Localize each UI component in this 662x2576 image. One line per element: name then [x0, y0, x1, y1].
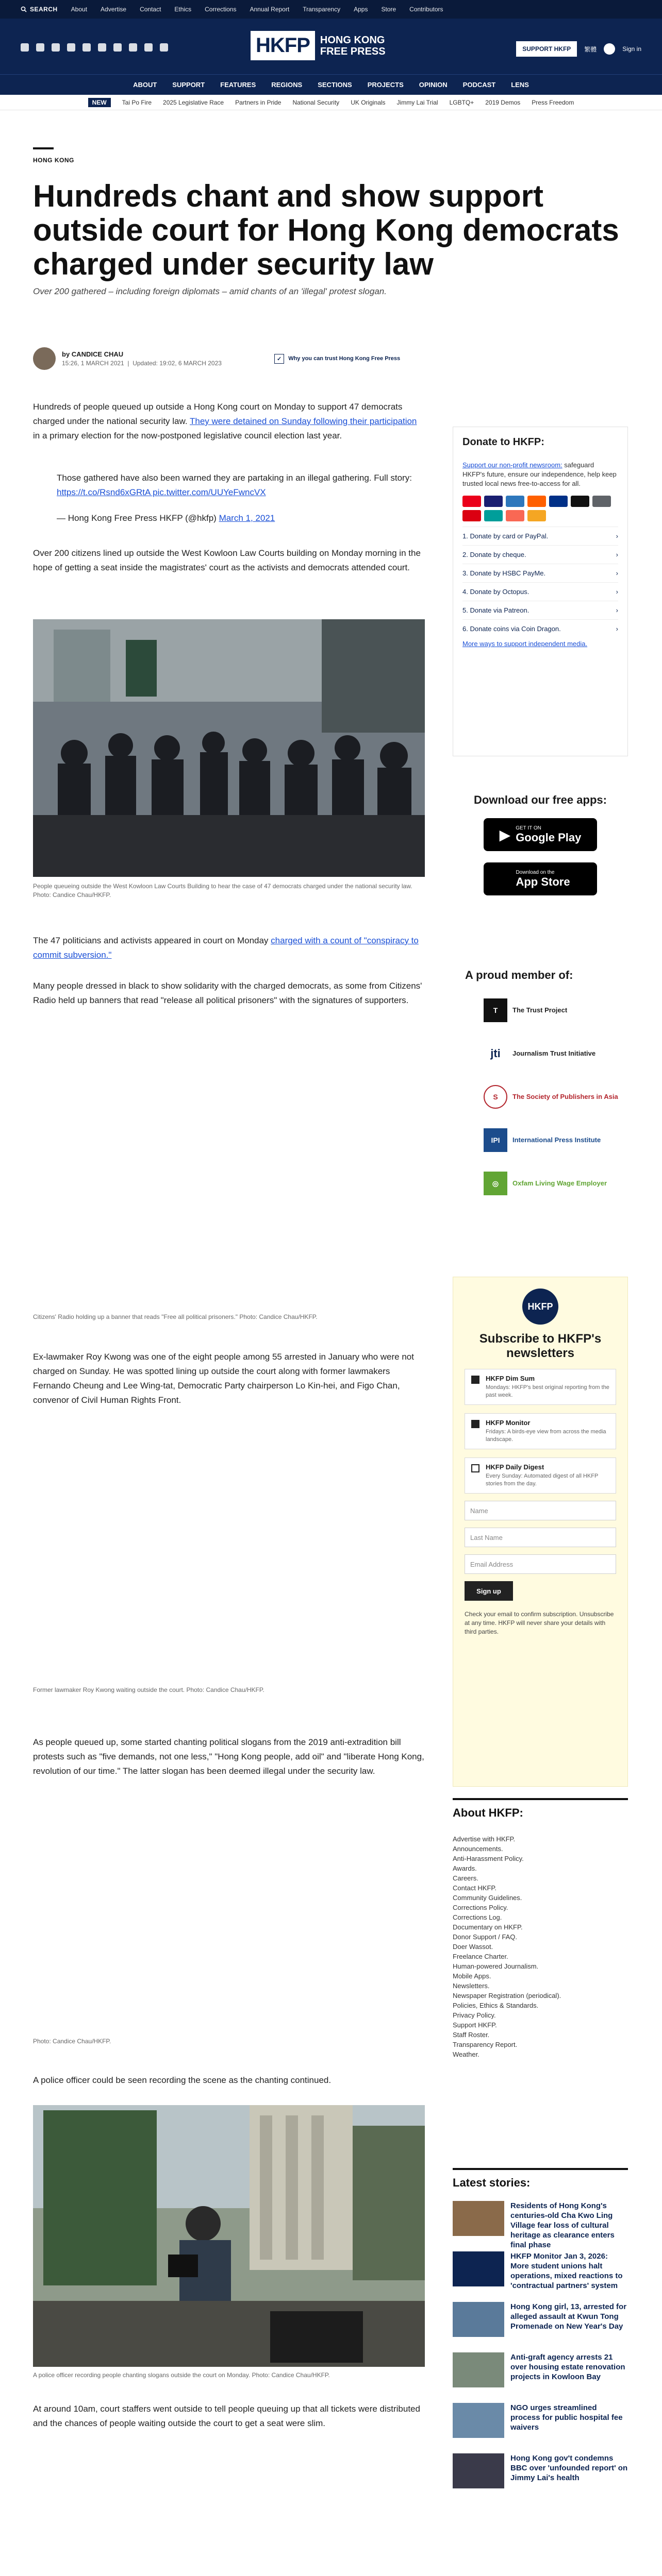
chevron-right-icon: › — [616, 532, 618, 540]
chevron-right-icon: › — [616, 569, 618, 577]
donate-widget — [453, 427, 628, 756]
published-date: 15:26, 1 MARCH 2021 — [62, 360, 124, 367]
checkbox-unchecked[interactable] — [471, 1464, 479, 1472]
google-pay-icon — [592, 496, 611, 507]
about-title: About HKFP: — [453, 1798, 628, 1820]
trust-icon: ✓ — [274, 354, 284, 364]
newsletter-option[interactable]: HKFP Monitor Fridays: A birds-eye view from across the media landscape. — [465, 1413, 616, 1449]
checkbox-checked[interactable] — [471, 1420, 479, 1428]
about-link[interactable]: Freelance Charter. — [453, 1953, 508, 1960]
paragraph: Over 200 citizens lined up outside the West Kowloon Law Courts building on Monday morning in the hope of getting a seat inside the magistrates' court as the activists and democrats attended court. — [33, 548, 421, 572]
updated-date: Updated: 19:02, 6 MARCH 2023 — [133, 360, 222, 367]
top-link-contributors[interactable]: Contributors — [409, 6, 443, 13]
facebook-icon[interactable] — [21, 43, 29, 52]
latest-story[interactable]: Hong Kong girl, 13, arrested for alleged assault at Kwun Tong Promenade on New Year's Day — [453, 2302, 628, 2341]
paragraph: As people queued up, some started chanting political slogans from the 2019 anti-extradition bill protests such as "five demands, not one less," "Hong Kong people, add oil" and "liberate Hong Kong, revolution of our time." The latter slogan has been deemed illegal under the security law. — [33, 1737, 424, 1776]
top-link-annual-report[interactable]: Annual Report — [250, 6, 290, 13]
signup-button[interactable]: Sign up — [465, 1581, 513, 1601]
logo-line2: FREE PRESS — [320, 45, 386, 57]
search-button[interactable] — [21, 6, 58, 13]
story-thumbnail — [453, 2302, 504, 2337]
paragraph: Hundreds of people queued up outside a Hong Kong court on Monday to support 47 democrats charged under the national security law. They were detained on Sunday following their participation in a primary election for the now-postponed legislative council election last year. — [33, 402, 417, 440]
photo-caption: People queueing outside the West Kowloon Law Courts Building to hear the case of 47 democrats charged under the national security law. Photo: Candice Chau/HKFP. — [33, 883, 412, 899]
apps-title: Download our free apps: — [474, 793, 607, 806]
latest-stories-widget — [453, 2168, 628, 2493]
paragraph: Many people dressed in black to show solidarity with the charged democrats, as some from Citizens' Radio held up banners that read "release all political prisoners" with the signatures of supporters. — [33, 981, 422, 1005]
article-subhead: Over 200 gathered – including foreign diplomats – amid chants of an 'illegal' protest slogan. — [33, 286, 387, 296]
photo-caption: Citizens' Radio holding up a banner that reads "Free all political prisoners." Photo: Candice Chau/HKFP. — [33, 1313, 318, 1320]
threads-icon[interactable] — [67, 43, 75, 52]
member-logo[interactable]: S The Society of Publishers in Asia — [484, 1082, 628, 1112]
latest-story[interactable]: HKFP Monitor Jan 3, 2026: More student unions halt operations, mixed reactions to 'contractual partners' system — [453, 2251, 628, 2291]
youtube-icon[interactable] — [82, 43, 91, 52]
story-thumbnail — [453, 2251, 504, 2286]
member-logo[interactable]: ◎ Oxfam Living Wage Employer — [484, 1168, 628, 1198]
about-link[interactable]: Awards. — [453, 1865, 477, 1872]
google-play-button[interactable]: ▶ GET IT ON Google Play — [484, 818, 597, 851]
top-link-apps[interactable]: Apps — [354, 6, 368, 13]
top-link-store[interactable]: Store — [381, 6, 396, 13]
article-byline — [33, 343, 425, 374]
byline-text — [62, 350, 222, 367]
payment-icons — [462, 496, 618, 521]
nav-regions[interactable]: REGIONS — [271, 81, 303, 89]
top-link-advertise[interactable]: Advertise — [101, 6, 127, 13]
about-link[interactable]: Transparency Report. — [453, 2041, 518, 2048]
search-label: SEARCH — [30, 6, 58, 13]
member-title: A proud member of: — [465, 969, 573, 981]
top-utility-bar — [0, 0, 662, 19]
member-logo[interactable]: jti Journalism Trust Initiative — [484, 1039, 628, 1069]
donate-option[interactable]: 3. Donate by HSBC PayMe. › — [462, 564, 618, 577]
jti-icon: jti — [490, 1047, 501, 1060]
discover-icon — [527, 496, 546, 507]
instagram-icon[interactable] — [52, 43, 60, 52]
chevron-right-icon: › — [616, 606, 618, 614]
story-thumbnail — [453, 2403, 504, 2438]
nav-support[interactable]: SUPPORT — [172, 81, 205, 89]
tweet-date-link[interactable]: March 1, 2021 — [219, 513, 275, 523]
logo-line1: HONG KONG — [320, 34, 385, 46]
police-photo-image — [33, 2105, 425, 2367]
latest-story[interactable]: NGO urges streamlined process for public hospital fee waivers — [453, 2403, 628, 2442]
top-link-contact[interactable]: Contact — [140, 6, 161, 13]
latest-story[interactable]: Residents of Hong Kong's centuries-old Cha Kwo Ling Village fear loss of cultural heritage as clearance enters final phase — [453, 2201, 628, 2240]
last-name-input[interactable]: Last Name — [465, 1528, 616, 1547]
linkedin-icon[interactable] — [144, 43, 153, 52]
kicker-divider — [33, 147, 54, 149]
story-thumbnail — [453, 2453, 504, 2488]
app-store-button[interactable]: Download on the App Store — [484, 862, 597, 895]
tweet-text: Those gathered have also been warned they are partaking in an illegal gathering. Full story: https://t.co/Rsnd6xGRtA pic.twitter.com/UUYeFwncVX — [57, 473, 412, 497]
donate-more-link[interactable]: More ways to support independent media. — [462, 640, 588, 648]
visa-icon — [484, 496, 503, 507]
newsletter-logo: HKFP — [522, 1289, 558, 1325]
mastercard-icon — [462, 496, 481, 507]
memberships-widget — [453, 969, 628, 1198]
checkbox-checked[interactable] — [471, 1376, 479, 1384]
newsletter-note: Check your email to confirm subscription. Unsubscribe at any time. HKFP will never share your details with third parties. — [465, 1611, 614, 1635]
trust-label: Why you can trust Hong Kong Free Press — [288, 355, 401, 362]
site-header — [0, 19, 662, 74]
about-list — [453, 1834, 628, 2059]
chevron-right-icon: › — [616, 588, 618, 596]
first-name-input[interactable]: Name — [465, 1501, 616, 1520]
about-link[interactable]: Newspaper Registration (periodical). — [453, 1992, 561, 1999]
queue-photo-image — [33, 619, 425, 877]
donate-option[interactable]: 6. Donate coins via Coin Dragon. › — [462, 619, 618, 633]
top-link-about[interactable]: About — [71, 6, 88, 13]
member-logo[interactable]: IPI International Press Institute — [484, 1125, 628, 1155]
sopa-icon: S — [484, 1085, 507, 1109]
top-links — [71, 6, 443, 13]
about-link[interactable]: Donor Support / FAQ. — [453, 1933, 518, 1941]
about-link[interactable]: Advertise with HKFP. — [453, 1835, 516, 1843]
octopus-icon — [484, 510, 503, 521]
paypal-icon — [549, 496, 568, 507]
donate-description: Support our non-profit newsroom: safeguard HKFP's future, ensure our independence, help keep trusted local news free-to-access for all. — [462, 461, 617, 487]
bluesky-icon[interactable] — [98, 43, 106, 52]
inline-link[interactable]: charged with a count of "conspiracy to commit subversion." — [33, 936, 419, 960]
ipi-icon: IPI — [484, 1128, 507, 1152]
about-link[interactable]: Staff Roster. — [453, 2031, 490, 2039]
oxfam-icon: ◎ — [484, 1172, 507, 1195]
trending-item[interactable]: National Security — [292, 98, 340, 106]
about-widget — [453, 1798, 628, 2059]
trending-item[interactable]: 2019 Demos — [485, 98, 521, 106]
nav-lens[interactable]: LENS — [511, 81, 529, 89]
chevron-right-icon: › — [616, 625, 618, 633]
main-nav — [0, 74, 662, 95]
apple-pay-icon — [571, 496, 589, 507]
site-logo[interactable] — [251, 31, 386, 60]
article-photo-police — [33, 2105, 425, 2367]
latest-story[interactable]: Anti-graft agency arrests 21 over housing estate renovation projects in Kowloon Bay — [453, 2352, 628, 2392]
telegram-icon[interactable] — [129, 43, 137, 52]
about-link[interactable]: Policies, Ethics & Standards. — [453, 2002, 539, 2009]
nav-features[interactable]: FEATURES — [220, 81, 256, 89]
photo-caption: Photo: Candice Chau/HKFP. — [33, 2038, 111, 2045]
newsletter-title: Subscribe to HKFP's newsletters — [479, 1332, 602, 1360]
paragraph: The 47 politicians and activists appeared in court on Monday charged with a count of "conspiracy to commit subversion." — [33, 936, 419, 960]
about-link[interactable]: Corrections Log. — [453, 1913, 502, 1921]
nav-opinion[interactable]: OPINION — [419, 81, 448, 89]
member-logo[interactable]: T The Trust Project — [484, 995, 628, 1025]
social-links — [21, 43, 168, 52]
search-icon — [21, 6, 27, 12]
logo-wordmark — [320, 35, 386, 57]
about-link[interactable]: Anti-Harassment Policy. — [453, 1855, 524, 1862]
top-link-corrections[interactable]: Corrections — [205, 6, 237, 13]
about-link[interactable]: Announcements. — [453, 1845, 503, 1853]
photo-caption: Former lawmaker Roy Kwong waiting outside the court. Photo: Candice Chau/HKFP. — [33, 1686, 264, 1693]
tweet-attribution: — Hong Kong Free Press HKFP (@hkfp) March 1, 2021 — [57, 513, 275, 523]
trending-item[interactable]: Press Freedom — [532, 98, 574, 106]
trust-badge[interactable] — [274, 354, 400, 364]
donate-title: Donate to HKFP: — [462, 436, 544, 448]
trust-project-icon: T — [484, 998, 507, 1022]
photo-caption: A police officer recording people chanting slogans outside the court on Monday. Photo: Candice Chau/HKFP. — [33, 2371, 330, 2379]
inline-link[interactable]: They were detained on Sunday following their participation — [190, 416, 417, 426]
donate-desc-link[interactable]: Support our non-profit newsroom: — [462, 461, 562, 469]
email-icon[interactable] — [113, 43, 122, 52]
chevron-right-icon: › — [616, 551, 618, 558]
about-link[interactable]: Community Guidelines. — [453, 1894, 522, 1902]
about-link[interactable]: Support HKFP. — [453, 2021, 497, 2029]
about-link[interactable]: Corrections Policy. — [453, 1904, 508, 1911]
author-avatar — [33, 347, 56, 370]
about-link[interactable]: Human-powered Journalism. — [453, 1962, 539, 1970]
about-link[interactable]: Contact HKFP. — [453, 1884, 497, 1892]
article-headline: Hundreds chant and show support outside court for Hong Kong democrats charged under security law — [33, 179, 619, 281]
about-link[interactable]: Careers. — [453, 1874, 478, 1882]
amex-icon — [506, 496, 524, 507]
donate-option[interactable]: 4. Donate by Octopus. › — [462, 582, 618, 596]
latest-story[interactable]: Hong Kong gov't condemns BBC over 'unfounded report' on Jimmy Lai's health — [453, 2453, 628, 2493]
x-icon[interactable] — [36, 43, 44, 52]
tweet-link[interactable]: https://t.co/Rsnd6xGRtA pic.twitter.com/UUYeFwncVX — [57, 487, 266, 497]
nav-sections[interactable]: SECTIONS — [318, 81, 352, 89]
support-hkfp-button[interactable]: SUPPORT HKFP — [516, 41, 577, 57]
trending-item[interactable]: Tai Po Fire — [122, 98, 152, 106]
apps-widget — [453, 793, 628, 895]
about-link[interactable]: Privacy Policy. — [453, 2011, 496, 2019]
about-link[interactable]: Newsletters. — [453, 1982, 490, 1990]
email-input[interactable]: Email Address — [465, 1554, 616, 1574]
rss-icon[interactable] — [160, 43, 168, 52]
patreon-icon — [506, 510, 524, 521]
google-play-icon: ▶ — [499, 826, 511, 843]
top-link-ethics[interactable]: Ethics — [174, 6, 192, 13]
article-photo-queue — [33, 619, 425, 877]
trending-item[interactable]: Partners in Pride — [235, 98, 282, 106]
about-link[interactable]: Weather. — [453, 2050, 479, 2058]
coin-dragon-icon — [527, 510, 546, 521]
newsletter-option[interactable]: HKFP Daily Digest Every Sunday: Automated digest of all HKFP stories from the day. — [465, 1458, 616, 1494]
author-name[interactable]: by CANDICE CHAU — [62, 350, 124, 358]
logo-mark: HKFP — [251, 31, 315, 60]
latest-title: Latest stories: — [453, 2168, 628, 2190]
trending-item[interactable]: UK Originals — [351, 98, 386, 106]
nav-about[interactable]: ABOUT — [133, 81, 157, 89]
signin-link[interactable]: Sign in — [622, 45, 641, 53]
donate-option[interactable]: 2. Donate by cheque. › — [462, 545, 618, 558]
top-link-transparency[interactable]: Transparency — [303, 6, 341, 13]
story-thumbnail — [453, 2352, 504, 2387]
about-link[interactable]: Mobile Apps. — [453, 1972, 491, 1980]
donate-option[interactable]: 1. Donate by card or PayPal. › — [462, 527, 618, 540]
article-category[interactable]: HONG KONG — [33, 157, 74, 164]
newsletter-widget — [453, 1277, 628, 1787]
paragraph: A police officer could be seen recording the scene as the chanting continued. — [33, 2075, 332, 2085]
about-link[interactable]: Doer Wassot. — [453, 1943, 493, 1951]
about-link[interactable]: Documentary on HKFP. — [453, 1923, 523, 1931]
trending-badge: NEW — [88, 98, 111, 107]
nav-podcast[interactable]: PODCAST — [462, 81, 496, 89]
header-actions — [516, 41, 641, 57]
story-thumbnail — [453, 2201, 504, 2236]
nav-projects[interactable]: PROJECTS — [367, 81, 404, 89]
user-icon[interactable] — [604, 43, 615, 55]
newsletter-option[interactable]: HKFP Dim Sum Mondays: HKFP's best original reporting from the past week. — [465, 1369, 616, 1405]
paragraph: At around 10am, court staffers went outside to tell people queuing up that all tickets were distributed and the chances of people waiting outside the court to get a seat were slim. — [33, 2404, 420, 2428]
paragraph: Ex-lawmaker Roy Kwong was one of the eight people among 55 arrested in January who were not charged on Sunday. He was spotted lining up outside the court along with former lawmakers Fernando Cheung and Lee Wing-tat, Democratic Party chairperson Lo Kin-hei, and Figo Chan, convenor of Civil Human Rights Front. — [33, 1352, 414, 1405]
donate-option[interactable]: 5. Donate via Patreon. › — [462, 601, 618, 614]
trending-item[interactable]: 2025 Legislative Race — [163, 98, 224, 106]
trending-item[interactable]: LGBTQ+ — [449, 98, 474, 106]
article-dates: 15:26, 1 MARCH 2021 | Updated: 19:02, 6 MARCH 2023 — [62, 360, 222, 367]
trending-nav — [0, 95, 662, 110]
language-switch[interactable]: 繁體 — [584, 45, 597, 53]
hsbc-icon — [462, 510, 481, 521]
trending-item[interactable]: Jimmy Lai Trial — [396, 98, 438, 106]
